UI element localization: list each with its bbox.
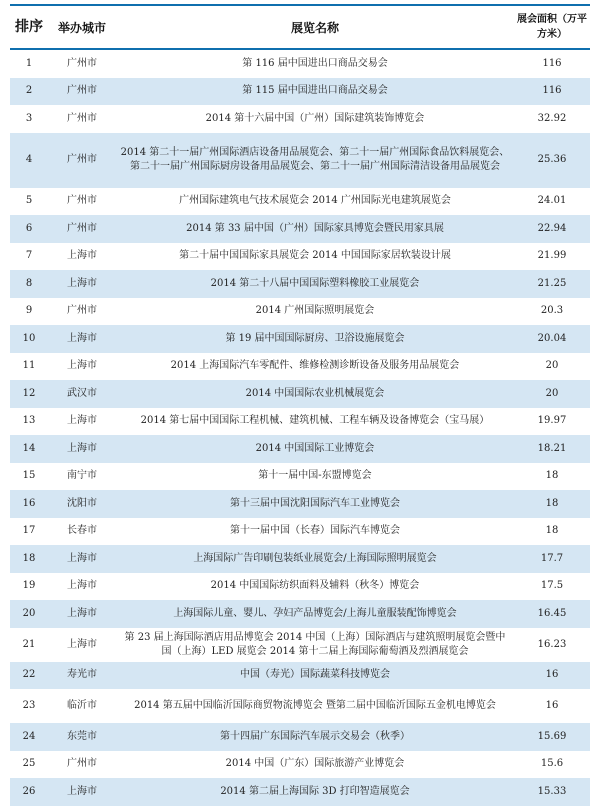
table-row: [10, 215, 590, 243]
cell-rank: 7: [25, 250, 33, 262]
cell-area: 20.3: [540, 305, 564, 317]
cell-name: 第十一届中国（长春）国际汽车博览会: [230, 525, 400, 537]
cell-city: 寿光市: [67, 669, 97, 681]
cell-city: 上海市: [67, 415, 97, 427]
cell-name: 第十三届中国沈阳国际汽车工业博览会: [230, 497, 400, 509]
cell-city: 临沂市: [67, 700, 97, 711]
cell-city: 长春市: [67, 525, 97, 537]
cell-rank: 25: [22, 758, 36, 770]
table-row: [10, 662, 590, 690]
cell-city: 上海市: [67, 552, 97, 564]
cell-city: 广州市: [67, 154, 97, 165]
cell-name: 第十一届中国-东盟博览会: [258, 470, 372, 482]
table-header: [10, 4, 590, 50]
cell-area: 18: [545, 470, 559, 482]
cell-rank: 15: [22, 470, 36, 482]
table-row: [10, 298, 590, 326]
cell-rank: 13: [22, 415, 36, 427]
cell-rank: 21: [22, 638, 36, 650]
cell-area: 17.7: [540, 552, 564, 564]
cell-name: 第 116 届中国进出口商品交易会: [242, 57, 388, 69]
cell-rank: 5: [25, 195, 33, 207]
cell-rank: 26: [22, 785, 36, 797]
header-area: 展会面积（万平方米）: [517, 14, 587, 40]
cell-name: 中国（寿光）国际蔬菜科技博览会: [240, 669, 390, 681]
table-row: [10, 490, 590, 518]
table-row: [10, 50, 590, 78]
cell-rank: 8: [25, 277, 33, 289]
cell-name: 第 19 届中国国际厨房、卫浴设施展览会: [225, 332, 405, 344]
cell-area: 20: [545, 387, 559, 399]
cell-city: 上海市: [67, 360, 97, 372]
cell-name: 2014 中国国际纺织面料及辅料（秋冬）博览会: [210, 580, 420, 592]
cell-name: 广州国际建筑电气技术展览会 2014 广州国际光电建筑展览会: [179, 195, 451, 207]
cell-area: 15.33: [537, 785, 567, 797]
cell-city: 广州市: [67, 195, 97, 207]
cell-area: 15.69: [537, 730, 567, 742]
exhibition-table: [10, 4, 590, 806]
table-row: [10, 270, 590, 298]
table-row: [10, 353, 590, 381]
table-row: [10, 545, 590, 573]
cell-name: 2014 第二十八届中国国际塑料橡胶工业展览会: [210, 277, 420, 289]
cell-city: 上海市: [67, 607, 97, 619]
table-row: [10, 435, 590, 463]
table-row: [10, 188, 590, 216]
cell-city: 广州市: [67, 57, 97, 69]
cell-area: 18: [545, 497, 559, 509]
header-name: 展览名称: [290, 20, 339, 35]
table-row: [10, 518, 590, 546]
cell-area: 20.04: [537, 332, 567, 344]
cell-city: 上海市: [67, 580, 97, 592]
cell-area: 15.6: [540, 758, 564, 770]
cell-city: 东莞市: [67, 730, 97, 742]
table-row: [10, 105, 590, 133]
cell-name: 2014 第 33 届中国（广州）国际家具博览会暨民用家具展: [186, 222, 444, 234]
cell-city: 上海市: [67, 332, 97, 344]
table-row: [10, 325, 590, 353]
table-row: [10, 380, 590, 408]
cell-city: 广州市: [67, 758, 97, 770]
cell-name: 第 23 届上海国际酒店用品博览会 2014 中国（上海）国际酒店与建筑照明展览会暨中国（上海）LED 展览会 2014 第十二届上海国际葡萄酒及烈酒展览会: [124, 631, 506, 657]
table-row: [10, 600, 590, 628]
cell-area: 25.36: [537, 154, 567, 165]
cell-city: 上海市: [67, 785, 97, 797]
cell-city: 广州市: [67, 85, 97, 97]
cell-city: 广州市: [67, 112, 97, 124]
cell-name: 2014 第二十一届广州国际酒店设备用品展览会、第二十一届广州国际食品饮料展览会、第二十一届广州国际厨房设备用品展览会、第二十一届广州国际清洁设备用品展览会: [120, 147, 510, 172]
cell-area: 21.99: [537, 250, 567, 262]
cell-rank: 17: [22, 525, 36, 537]
cell-name: 第二十届中国国际家具展览会 2014 中国国际家居软装设计展: [179, 250, 451, 262]
cell-rank: 12: [22, 387, 36, 399]
cell-name: 2014 中国（广东）国际旅游产业博览会: [225, 758, 405, 770]
cell-name: 2014 广州国际照明展览会: [255, 305, 375, 317]
cell-rank: 1: [25, 57, 33, 69]
cell-name: 2014 第五届中国临沂国际商贸物流博览会 暨第二届中国临沂国际五金机电博览会: [134, 700, 496, 711]
cell-city: 上海市: [67, 638, 97, 650]
cell-rank: 20: [22, 607, 36, 619]
table-row: [10, 133, 590, 188]
cell-area: 20: [545, 360, 559, 372]
cell-name: 上海国际广告印刷包装纸业展览会/上海国际照明展览会: [193, 552, 437, 564]
table-row: [10, 408, 590, 436]
cell-area: 16.45: [537, 607, 567, 619]
cell-area: 24.01: [537, 195, 567, 207]
cell-rank: 16: [22, 497, 36, 509]
table-row: [10, 778, 590, 806]
cell-city: 沈阳市: [67, 497, 97, 509]
cell-area: 17.5: [540, 580, 564, 592]
cell-area: 32.92: [537, 112, 567, 124]
cell-rank: 6: [25, 222, 33, 234]
cell-city: 上海市: [67, 250, 97, 262]
cell-area: 16: [545, 700, 559, 711]
table-row: [10, 723, 590, 751]
cell-area: 22.94: [537, 222, 567, 234]
cell-rank: 2: [25, 85, 33, 97]
cell-rank: 10: [22, 332, 36, 344]
cell-rank: 18: [22, 552, 36, 564]
cell-area: 19.97: [537, 415, 567, 427]
cell-name: 2014 上海国际汽车零配件、维修检测诊断设备及服务用品展览会: [170, 360, 460, 372]
cell-area: 116: [542, 85, 562, 97]
cell-rank: 4: [25, 154, 33, 165]
table-row: [10, 628, 590, 662]
cell-rank: 11: [22, 360, 36, 372]
cell-name: 2014 第二届上海国际 3D 打印智造展览会: [220, 785, 410, 797]
cell-city: 广州市: [67, 305, 97, 317]
table-row: [10, 689, 590, 723]
cell-rank: 19: [22, 580, 36, 592]
header-rank: 排序: [15, 18, 43, 35]
cell-rank: 22: [22, 669, 36, 681]
cell-name: 上海国际儿童、婴儿、孕妇产品博览会/上海儿童服装配饰博览会: [173, 607, 457, 619]
table-row: [10, 751, 590, 779]
cell-name: 2014 中国国际工业博览会: [255, 442, 375, 454]
cell-name: 2014 中国国际农业机械展览会: [245, 387, 385, 399]
cell-rank: 3: [25, 112, 33, 124]
cell-area: 116: [542, 57, 562, 69]
cell-city: 武汉市: [67, 387, 97, 399]
cell-rank: 23: [22, 700, 36, 711]
table-row: [10, 463, 590, 491]
cell-rank: 14: [22, 442, 36, 454]
cell-city: 上海市: [67, 277, 97, 289]
cell-city: 广州市: [67, 222, 97, 234]
table-row: [10, 573, 590, 601]
cell-area: 18.21: [537, 442, 567, 454]
cell-name: 2014 第七届中国国际工程机械、建筑机械、工程车辆及设备博览会（宝马展）: [140, 415, 490, 427]
cell-city: 南宁市: [67, 470, 97, 482]
table-row: [10, 78, 590, 106]
cell-rank: 24: [22, 730, 36, 742]
cell-area: 16: [545, 669, 559, 681]
cell-rank: 9: [25, 305, 33, 317]
cell-area: 16.23: [537, 638, 567, 650]
table-row: [10, 243, 590, 271]
table-body: [10, 50, 590, 806]
cell-name: 第 115 届中国进出口商品交易会: [242, 85, 388, 97]
cell-name: 第十四届广东国际汽车展示交易会（秋季）: [220, 730, 410, 742]
cell-area: 21.25: [537, 277, 567, 289]
header-city: 举办城市: [57, 20, 106, 35]
cell-city: 上海市: [67, 442, 97, 454]
cell-area: 18: [545, 525, 559, 537]
cell-name: 2014 第十六届中国（广州）国际建筑装饰博览会: [205, 112, 425, 124]
